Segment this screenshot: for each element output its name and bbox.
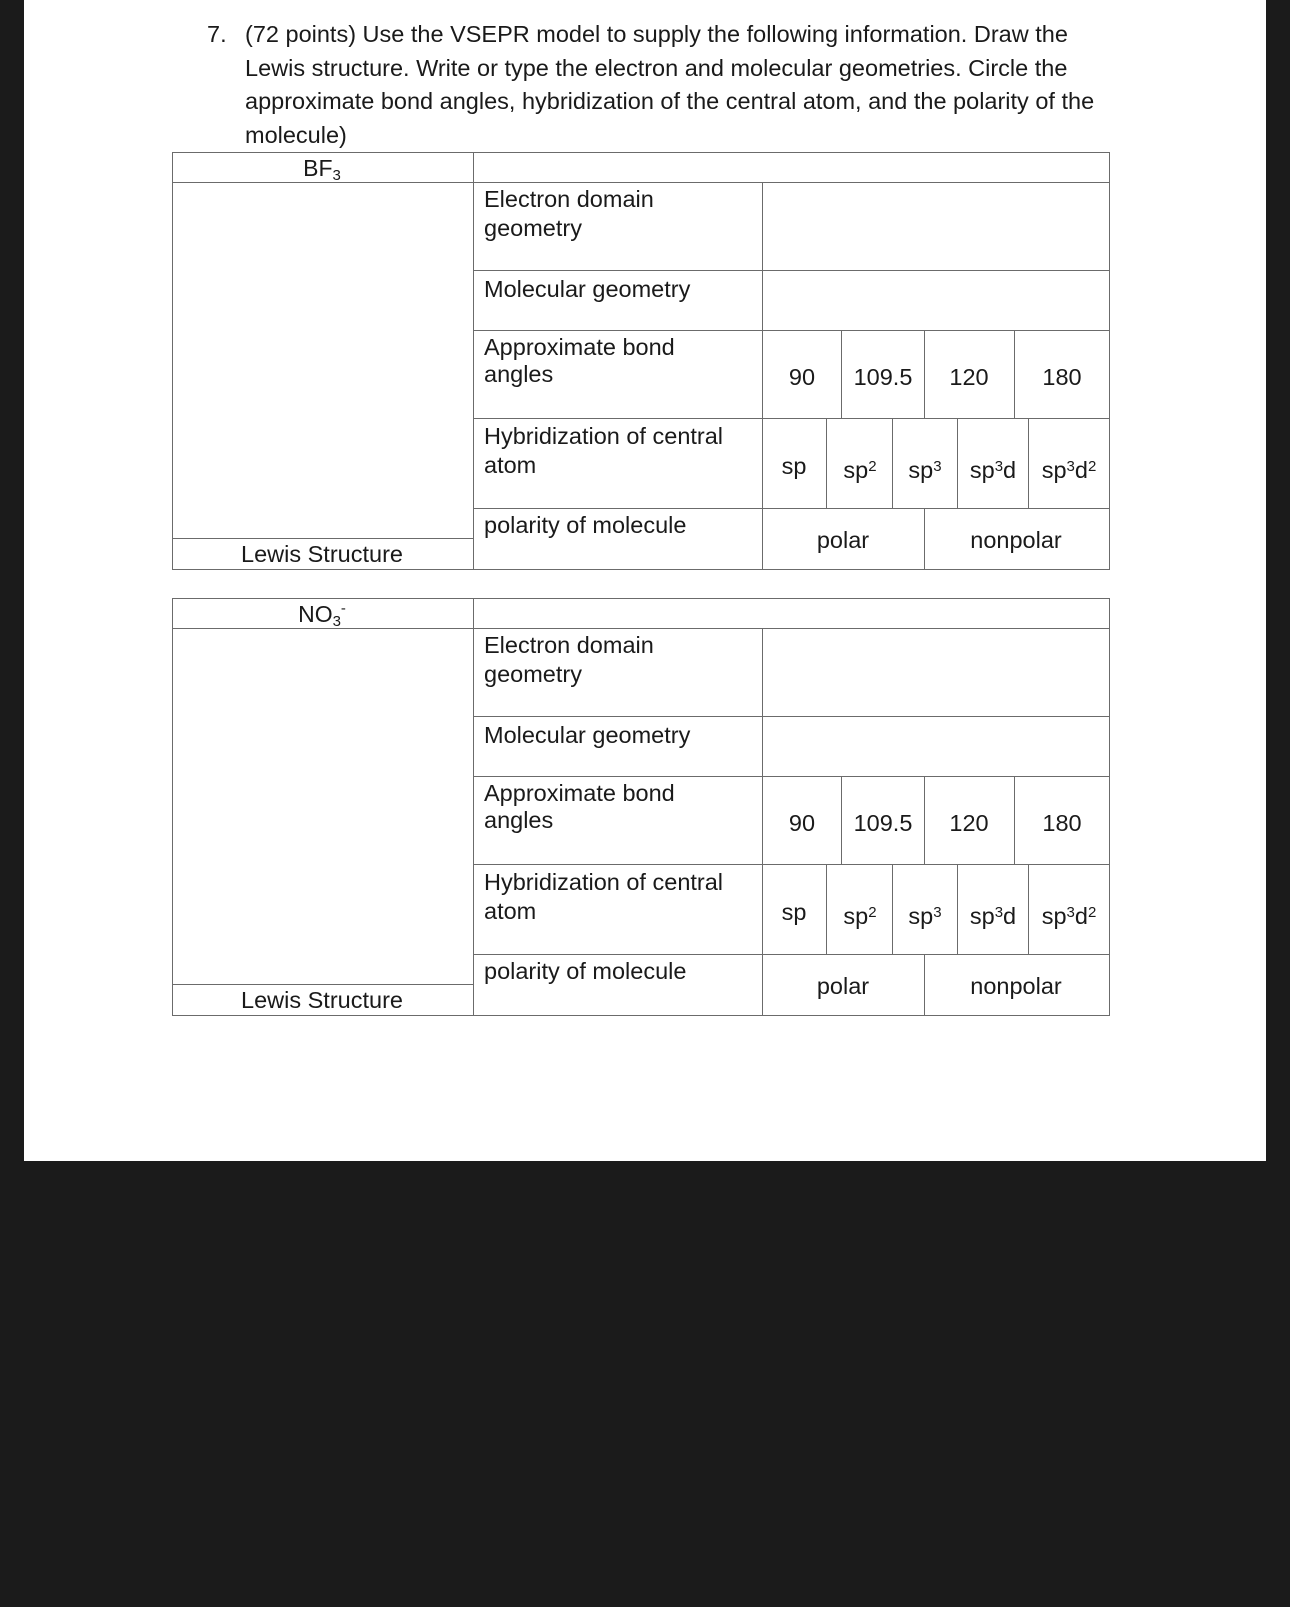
bf3-hybrid-option-sp3[interactable]: $sp^3$ <box>908 457 942 483</box>
no3-block <box>24 446 1266 1607</box>
no3-electron-geometry-label: Electron domain geometry <box>484 632 654 687</box>
no3-hybrid-option-sp3d2[interactable]: $sp^3d^2$ <box>1041 903 1097 929</box>
no3-hybrid-option-sp2[interactable]: $sp^2$ <box>843 903 877 929</box>
bf3-hybrid-option-sp3d2[interactable]: $sp^3d^2$ <box>1041 457 1097 483</box>
no3-hybrid-option-sp3d[interactable]: $sp^3d$ <box>969 903 1017 929</box>
no3-angle-option-120[interactable]: 120 <box>949 810 989 836</box>
no3-polarity-option-nonpolar[interactable]: nonpolar <box>970 973 1062 999</box>
worksheet-page <box>24 0 1266 1161</box>
bf3-polarity-option-polar[interactable]: polar <box>816 527 870 553</box>
no3-hybrid-option-sp[interactable]: sp <box>781 899 807 925</box>
bf3-lewis-structure-label: Lewis Structure <box>241 541 403 567</box>
bf3-polarity-option-nonpolar[interactable]: nonpolar <box>970 527 1062 553</box>
bf3-bond-angles-label: Approximate bond angles <box>484 334 675 387</box>
no3-hybrid-option-sp3[interactable]: $sp^3$ <box>908 903 942 929</box>
bf3-hybrid-option-sp[interactable]: sp <box>781 453 807 479</box>
no3-molecular-geometry-label: Molecular geometry <box>484 722 691 748</box>
bf3-hybrid-option-sp2[interactable]: $sp^2$ <box>843 457 877 483</box>
bf3-angle-option-109-5[interactable]: 109.5 <box>853 364 913 390</box>
bf3-angle-option-180[interactable]: 180 <box>1042 364 1082 390</box>
no3-angle-option-90[interactable]: 90 <box>788 810 816 836</box>
bf3-molecular-geometry-answer[interactable] <box>764 272 1108 329</box>
bf3-angle-option-90[interactable]: 90 <box>788 364 816 390</box>
question-number: 7. <box>207 21 227 47</box>
bf3-polarity-label: polarity of molecule <box>484 512 687 538</box>
bf3-hybridization-label: Hybridization of central atom <box>484 423 724 478</box>
no3-angle-option-180[interactable]: 180 <box>1042 810 1082 836</box>
bf3-molecule-label: $BF_3$ <box>303 155 341 184</box>
no3-electron-geometry-answer[interactable] <box>764 630 1108 715</box>
bf3-molecular-geometry-label: Molecular geometry <box>484 276 691 302</box>
no3-molecular-geometry-answer[interactable] <box>764 718 1108 775</box>
bf3-angle-option-120[interactable]: 120 <box>949 364 989 390</box>
question-text: (72 points) Use the VSEPR model to supply the following information. Draw the Lewis structure. Write or type the electron and molecular geometries. Circle the approximate bond angles, hybridization of the central atom, and the polarity of the molecule) <box>245 21 1095 148</box>
no3-lewis-structure-label: Lewis Structure <box>241 987 403 1013</box>
no3-angle-option-109-5[interactable]: 109.5 <box>853 810 913 836</box>
question-7 <box>207 18 1127 152</box>
bf3-hybrid-option-sp3d[interactable]: $sp^3d$ <box>969 457 1017 483</box>
no3-bond-angles-label: Approximate bond angles <box>484 780 675 833</box>
no3-polarity-option-polar[interactable]: polar <box>816 973 870 999</box>
no3-lewis-drawing-area[interactable] <box>174 630 472 983</box>
bf3-lewis-drawing-area[interactable] <box>174 184 472 537</box>
no3-polarity-label: polarity of molecule <box>484 958 687 984</box>
bf3-electron-geometry-answer[interactable] <box>764 184 1108 269</box>
bf3-electron-geometry-label: Electron domain geometry <box>484 186 654 241</box>
no3-hybridization-label: Hybridization of central atom <box>484 869 724 924</box>
no3-molecule-label: $NO_3^-$ <box>298 600 346 630</box>
